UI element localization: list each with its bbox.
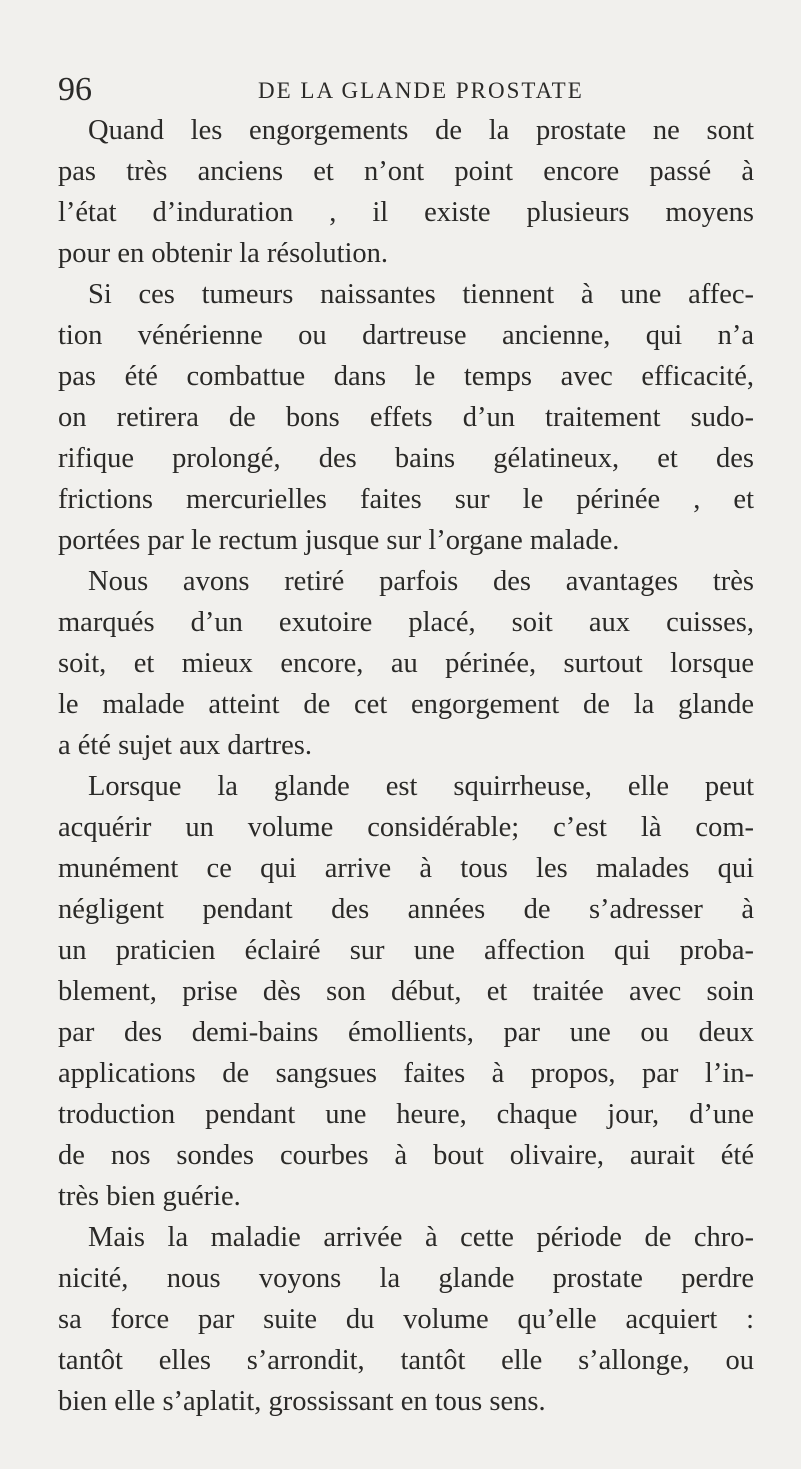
text-line: Mais la maladie arrivée à cette période de chro- [88, 1222, 754, 1253]
text-line: un praticien éclairé sur une affection qui proba- [58, 935, 754, 966]
page-header [58, 70, 748, 114]
page-number: 96 [58, 71, 92, 108]
text-line: très bien guérie. [58, 1181, 241, 1212]
text-line: l’état d’induration , il existe plusieurs moyens [58, 197, 754, 228]
text-line: acquérir un volume considérable; c’est là com- [58, 812, 754, 843]
running-title: DE LA GLANDE PROSTATE [258, 78, 584, 103]
text-line: troduction pendant une heure, chaque jour, d’une [58, 1099, 754, 1130]
paragraph [58, 1217, 754, 1422]
text-line: pas été combattue dans le temps avec efficacité, [58, 361, 754, 392]
text-line: applications de sangsues faites à propos, par l’in- [58, 1058, 754, 1089]
text-line: pas très anciens et n’ont point encore passé à [58, 156, 754, 187]
paragraph [58, 110, 754, 274]
text-line: par des demi-bains émollients, par une ou deux [58, 1017, 754, 1048]
text-line: on retirera de bons effets d’un traitement sudo- [58, 402, 754, 433]
body-text [58, 110, 754, 1422]
paragraph [58, 274, 754, 561]
text-line: de nos sondes courbes à bout olivaire, aurait été [58, 1140, 754, 1171]
text-line: munément ce qui arrive à tous les malades qui [58, 853, 754, 884]
text-line: nicité, nous voyons la glande prostate perdre [58, 1263, 754, 1294]
text-line: soit, et mieux encore, au périnée, surtout lorsque [58, 648, 754, 679]
paragraph [58, 766, 754, 1217]
text-line: pour en obtenir la résolution. [58, 238, 389, 269]
text-line: le malade atteint de cet engorgement de la glande [58, 689, 754, 720]
text-line: sa force par suite du volume qu’elle acquiert : [58, 1304, 754, 1335]
paragraph [58, 561, 754, 766]
text-line: Lorsque la glande est squirrheuse, elle peut [88, 771, 754, 802]
text-line: Quand les engorgements de la prostate ne sont [88, 115, 754, 146]
text-line: a été sujet aux dartres. [58, 730, 313, 761]
text-line: tantôt elles s’arrondit, tantôt elle s’allonge, ou [58, 1345, 754, 1376]
text-line: rifique prolongé, des bains gélatineux, et des [58, 443, 754, 474]
text-line: tion vénérienne ou dartreuse ancienne, qui n’a [58, 320, 754, 351]
text-line: Nous avons retiré parfois des avantages très [88, 566, 754, 597]
text-line: portées par le rectum jusque sur l’organe malade. [58, 525, 620, 556]
text-line: blement, prise dès son début, et traitée avec soin [58, 976, 754, 1007]
text-line: Si ces tumeurs naissantes tiennent à une affec- [88, 279, 754, 310]
text-line: bien elle s’aplatit, grossissant en tous sens. [58, 1386, 546, 1417]
text-line: marqués d’un exutoire placé, soit aux cuisses, [58, 607, 754, 638]
text-line: frictions mercurielles faites sur le périnée , et [58, 484, 754, 515]
text-line: négligent pendant des années de s’adresser à [58, 894, 754, 925]
